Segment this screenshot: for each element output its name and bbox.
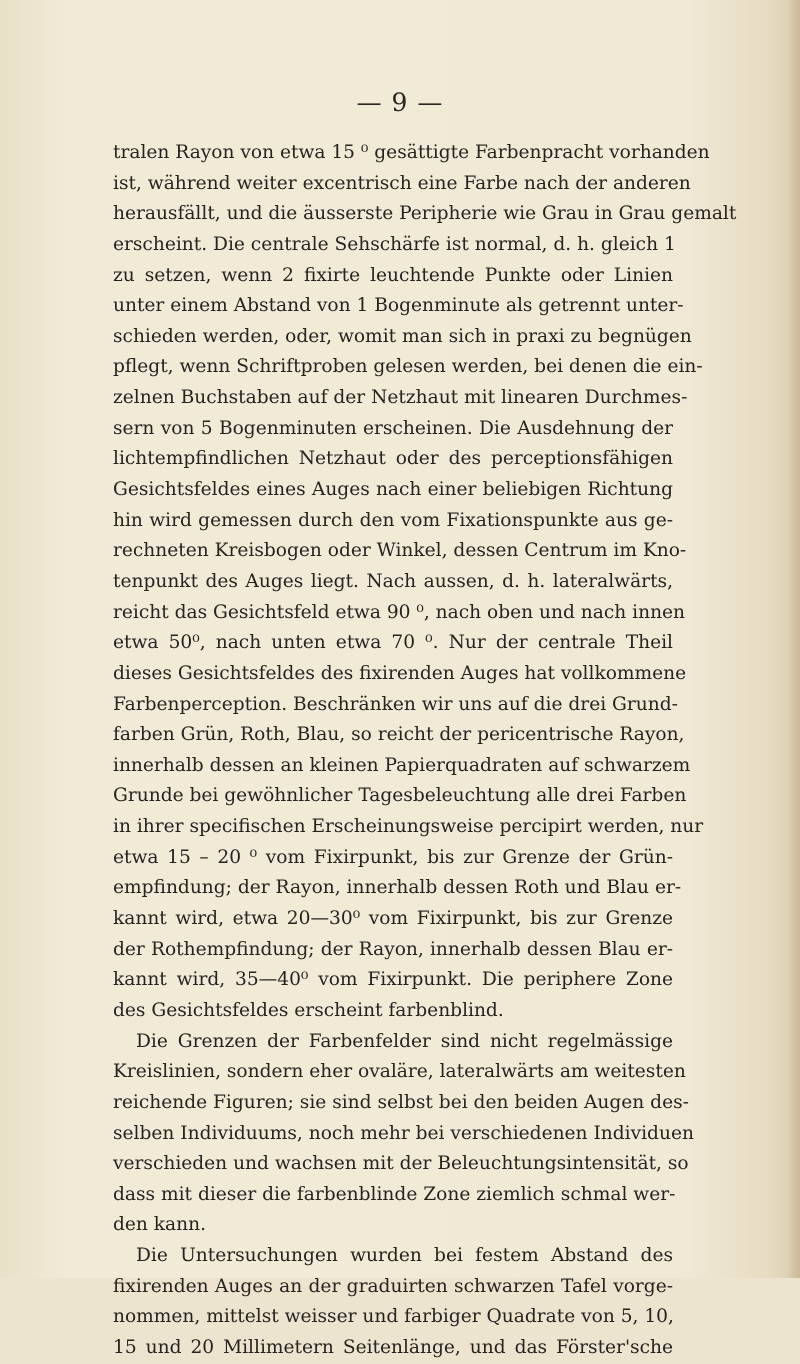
text-line: reichende Figuren; sie sind selbst bei den beiden Augen des- [113,1091,689,1113]
text-line: innerhalb dessen an kleinen Papierquadraten auf schwarzem [113,754,691,776]
text-line: nommen, mittelst weisser und farbiger Quadrate von 5, 10, [113,1306,674,1328]
text-line: reicht das Gesichtsfeld etwa 90 ⁰, nach oben und nach innen [113,601,686,623]
text-line: unter einem Abstand von 1 Bogenminute als getrennt unter- [113,295,684,317]
text-line: selben Individuums, noch mehr bei verschiedenen Individuen [113,1122,694,1144]
text-line: verschieden und wachsen mit der Beleuchtungsintensität, so [113,1153,689,1175]
text-line: zu setzen, wenn 2 fixirte leuchtende Punkte oder Linien [113,264,673,286]
text-line: fixirenden Auges an der graduirten schwarzen Tafel vorge- [113,1275,673,1297]
text-line: den kann. [113,1214,207,1236]
text-line: dieses Gesichtsfeldes des fixirenden Auges hat vollkommene [113,662,687,684]
text-line: farben Grün, Roth, Blau, so reicht der pericentrische Rayon, [113,724,685,746]
text-line: etwa 15 – 20 ⁰ vom Fixirpunkt, bis zur Grenze der Grün- [113,846,673,868]
text-line: dass mit dieser die farbenblinde Zone ziemlich schmal wer- [113,1183,676,1205]
text-line: hin wird gemessen durch den vom Fixationspunkte aus ge- [113,509,673,531]
text-line: etwa 50⁰, nach unten etwa 70 ⁰. Nur der centrale Theil [113,632,673,654]
text-line: Gesichtsfeldes eines Auges nach einer beliebigen Richtung [113,479,673,501]
page-edge-shadow [786,0,800,1278]
text-line: Die Grenzen der Farbenfelder sind nicht regelmässige [136,1030,673,1052]
text-line: ist, während weiter excentrisch eine Farbe nach der anderen [113,172,691,194]
text-line: rechneten Kreisbogen oder Winkel, dessen Centrum im Kno- [113,540,687,562]
text-line: sern von 5 Bogenminuten erscheinen. Die Ausdehnung der [113,417,673,439]
text-line: Grunde bei gewöhnlicher Tagesbeleuchtung alle drei Farben [113,785,687,807]
body-text [113,138,737,1364]
text-line: der Rothempfindung; der Rayon, innerhalb dessen Blau er- [113,938,673,960]
text-line: tralen Rayon von etwa 15 ⁰ gesättigte Farbenpracht vorhanden [113,142,710,163]
text-line: lichtempfindlichen Netzhaut oder des perceptionsfähigen [113,448,673,470]
text-line: pflegt, wenn Schriftproben gelesen werden, bei denen die ein- [113,356,703,378]
text-line: Farbenperception. Beschränken wir uns auf die drei Grund- [113,693,678,715]
text-line: tenpunkt des Auges liegt. Nach aussen, d. h. lateralwärts, [113,570,673,592]
text-line: kannt wird, etwa 20—30⁰ vom Fixirpunkt, bis zur Grenze [113,908,673,930]
text-line: schieden werden, oder, womit man sich in praxi zu begnügen [113,325,692,347]
text-line: empfindung; der Rayon, innerhalb dessen Roth und Blau er- [113,877,682,899]
text-line: erscheint. Die centrale Sehschärfe ist normal, d. h. gleich 1 [113,233,676,255]
text-line: in ihrer specifischen Erscheinungsweise percipirt werden, nur [113,816,704,838]
text-line: kannt wird, 35—40⁰ vom Fixirpunkt. Die periphere Zone [113,969,673,991]
text-line: 15 und 20 Millimetern Seitenlänge, und das Förster'sche [113,1336,673,1358]
text-line: Kreislinien, sondern eher ovaläre, lateralwärts am weitesten [113,1061,686,1083]
text-line: Die Untersuchungen wurden bei festem Abstand des [136,1245,673,1267]
text-line: zelnen Buchstaben auf der Netzhaut mit linearen Durchmes- [113,387,688,409]
text-line: des Gesichtsfeldes erscheint farbenblind. [113,999,504,1021]
page-number: — 9 — [356,88,444,117]
text-line: herausfällt, und die äusserste Peripherie wie Grau in Grau gemalt [113,203,737,225]
